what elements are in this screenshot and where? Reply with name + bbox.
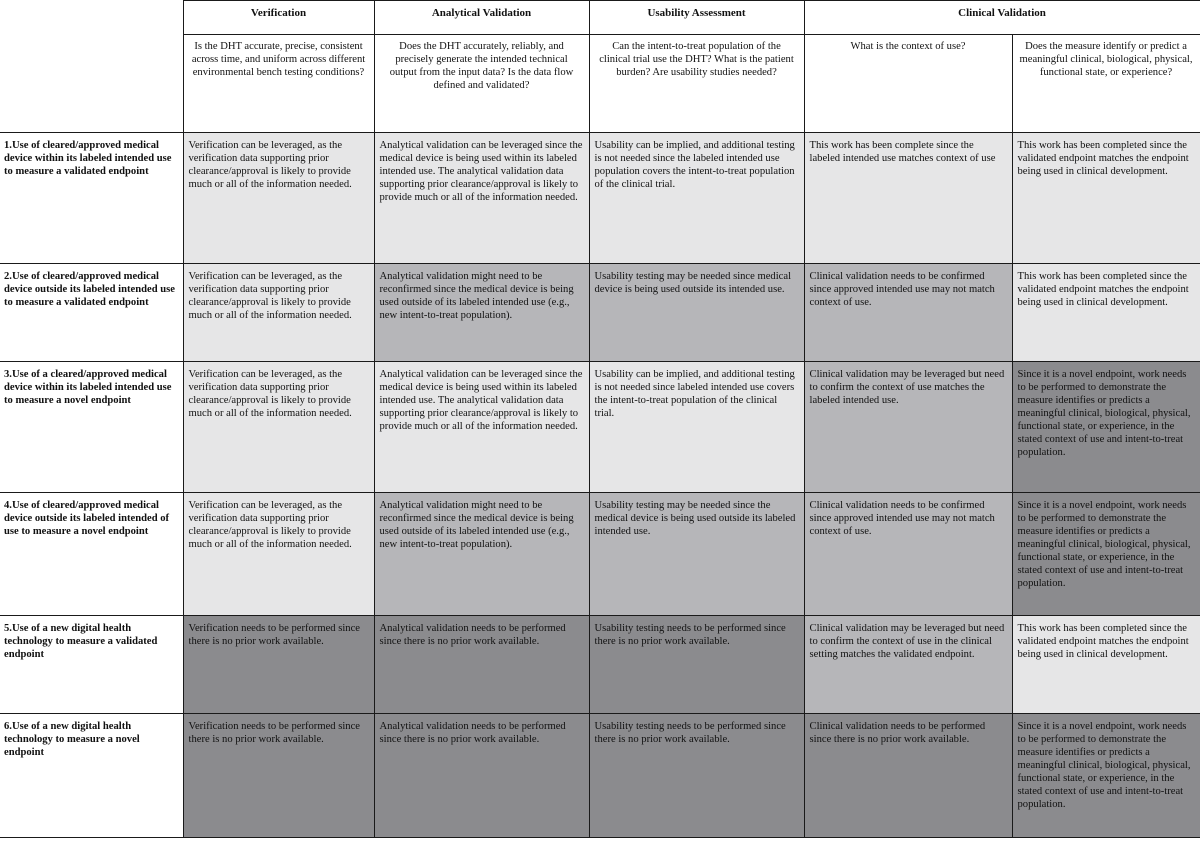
cell-clinical-measure: Since it is a novel endpoint, work needs to be performed to demonstrate the measure identifies or predicts a meaningful clinical, biological, physical, functional state, or experience, in the stated context of use and intent-to-treat population. [1012,714,1200,838]
cell-analytical: Analytical validation can be leveraged since the medical device is being used within its labeled intended use. The analytical validation data supporting prior clearance/approval is likely to provide much or all of the information needed. [374,133,589,264]
cell-usability: Usability can be implied, and additional testing is not needed since labeled intended use covers the intent-to-treat population of the clinical trial. [589,362,804,493]
question-clinical-measure: Does the measure identify or predict a meaningful clinical, biological, physical, functional state, or experience? [1012,35,1200,133]
table-row [0,264,1200,362]
cell-analytical: Analytical validation might need to be reconfirmed since the medical device is being used outside of its labeled intended use (e.g., new intent-to-treat population). [374,493,589,616]
row-label: 4.Use of cleared/approved medical device outside its labeled intended of use to measure a novel endpoint [0,493,183,616]
row-label: 5.Use of a new digital health technology to measure a validated endpoint [0,616,183,714]
table-row [0,616,1200,714]
cell-clinical-context: Clinical validation needs to be confirmed since approved intended use may not match context of use. [804,493,1012,616]
cell-clinical-context: Clinical validation may be leveraged but need to confirm the context of use matches the labeled intended use. [804,362,1012,493]
table-row [0,362,1200,493]
row-label: 1.Use of cleared/approved medical device within its labeled intended use to measure a validated endpoint [0,133,183,264]
table-row [0,493,1200,616]
question-usability: Can the intent-to-treat population of the clinical trial use the DHT? What is the patient burden? Are usability studies needed? [589,35,804,133]
row-label: 6.Use of a new digital health technology to measure a novel endpoint [0,714,183,838]
cell-clinical-measure: Since it is a novel endpoint, work needs to be performed to demonstrate the measure identifies or predicts a meaningful clinical, biological, physical, functional state, or experience, in the stated context of use and intent-to-treat population. [1012,493,1200,616]
cell-usability: Usability testing needs to be performed since there is no prior work available. [589,714,804,838]
header-verification: Verification [183,1,374,35]
header-usability-assessment: Usability Assessment [589,1,804,35]
cell-clinical-measure: Since it is a novel endpoint, work needs to be performed to demonstrate the measure identifies or predicts a meaningful clinical, biological, physical, functional state, or experience, in the stated context of use and intent-to-treat population. [1012,362,1200,493]
cell-clinical-measure: This work has been completed since the validated endpoint matches the endpoint being used in clinical development. [1012,133,1200,264]
cell-clinical-context: Clinical validation needs to be confirmed since approved intended use may not match context of use. [804,264,1012,362]
header-clinical-validation: Clinical Validation [804,1,1200,35]
header-analytical-validation: Analytical Validation [374,1,589,35]
cell-usability: Usability testing may be needed since medical device is being used outside its intended use. [589,264,804,362]
cell-clinical-context: Clinical validation needs to be performed since there is no prior work available. [804,714,1012,838]
cell-clinical-measure: This work has been completed since the validated endpoint matches the endpoint being used in clinical development. [1012,616,1200,714]
cell-analytical: Analytical validation might need to be reconfirmed since the medical device is being used outside of its labeled intended use (e.g., new intent-to-treat population). [374,264,589,362]
row-label: 2.Use of cleared/approved medical device outside its labeled intended use to measure a validated endpoint [0,264,183,362]
cell-usability: Usability can be implied, and additional testing is not needed since the labeled intended use population covers the intent-to-treat population of the clinical trial. [589,133,804,264]
table-row [0,714,1200,838]
cell-verification: Verification can be leveraged, as the verification data supporting prior clearance/approval is likely to provide much or all of the information needed. [183,133,374,264]
cell-analytical: Analytical validation needs to be performed since there is no prior work available. [374,714,589,838]
cell-analytical: Analytical validation needs to be performed since there is no prior work available. [374,616,589,714]
question-analytical: Does the DHT accurately, reliably, and precisely generate the intended technical output from the input data? Is the data flow defined and validated? [374,35,589,133]
cell-usability: Usability testing may be needed since the medical device is being used outside its labeled intended use. [589,493,804,616]
header-row [0,1,1200,35]
cell-usability: Usability testing needs to be performed since there is no prior work available. [589,616,804,714]
cell-clinical-context: This work has been complete since the labeled intended use matches context of use [804,133,1012,264]
corner-cell [0,1,183,133]
question-verification: Is the DHT accurate, precise, consistent across time, and uniform across different environmental bench testing conditions? [183,35,374,133]
cell-verification: Verification needs to be performed since there is no prior work available. [183,714,374,838]
cell-verification: Verification needs to be performed since there is no prior work available. [183,616,374,714]
row-label: 3.Use of a cleared/approved medical device within its labeled intended use to measure a novel endpoint [0,362,183,493]
cell-verification: Verification can be leveraged, as the verification data supporting prior clearance/approval is likely to provide much or all of the information needed. [183,362,374,493]
cell-clinical-context: Clinical validation may be leveraged but need to confirm the context of use in the clinical setting matches the validated endpoint. [804,616,1012,714]
cell-verification: Verification can be leveraged, as the verification data supporting prior clearance/approval is likely to provide much or all of the information needed. [183,493,374,616]
cell-verification: Verification can be leveraged, as the verification data supporting prior clearance/approval is likely to provide much or all of the information needed. [183,264,374,362]
table-row [0,133,1200,264]
question-clinical-context: What is the context of use? [804,35,1012,133]
cell-analytical: Analytical validation can be leveraged since the medical device is being used within its labeled intended use. The analytical validation data supporting prior clearance/approval is likely to provide much or all of the information needed. [374,362,589,493]
cell-clinical-measure: This work has been completed since the validated endpoint matches the endpoint being used in clinical development. [1012,264,1200,362]
